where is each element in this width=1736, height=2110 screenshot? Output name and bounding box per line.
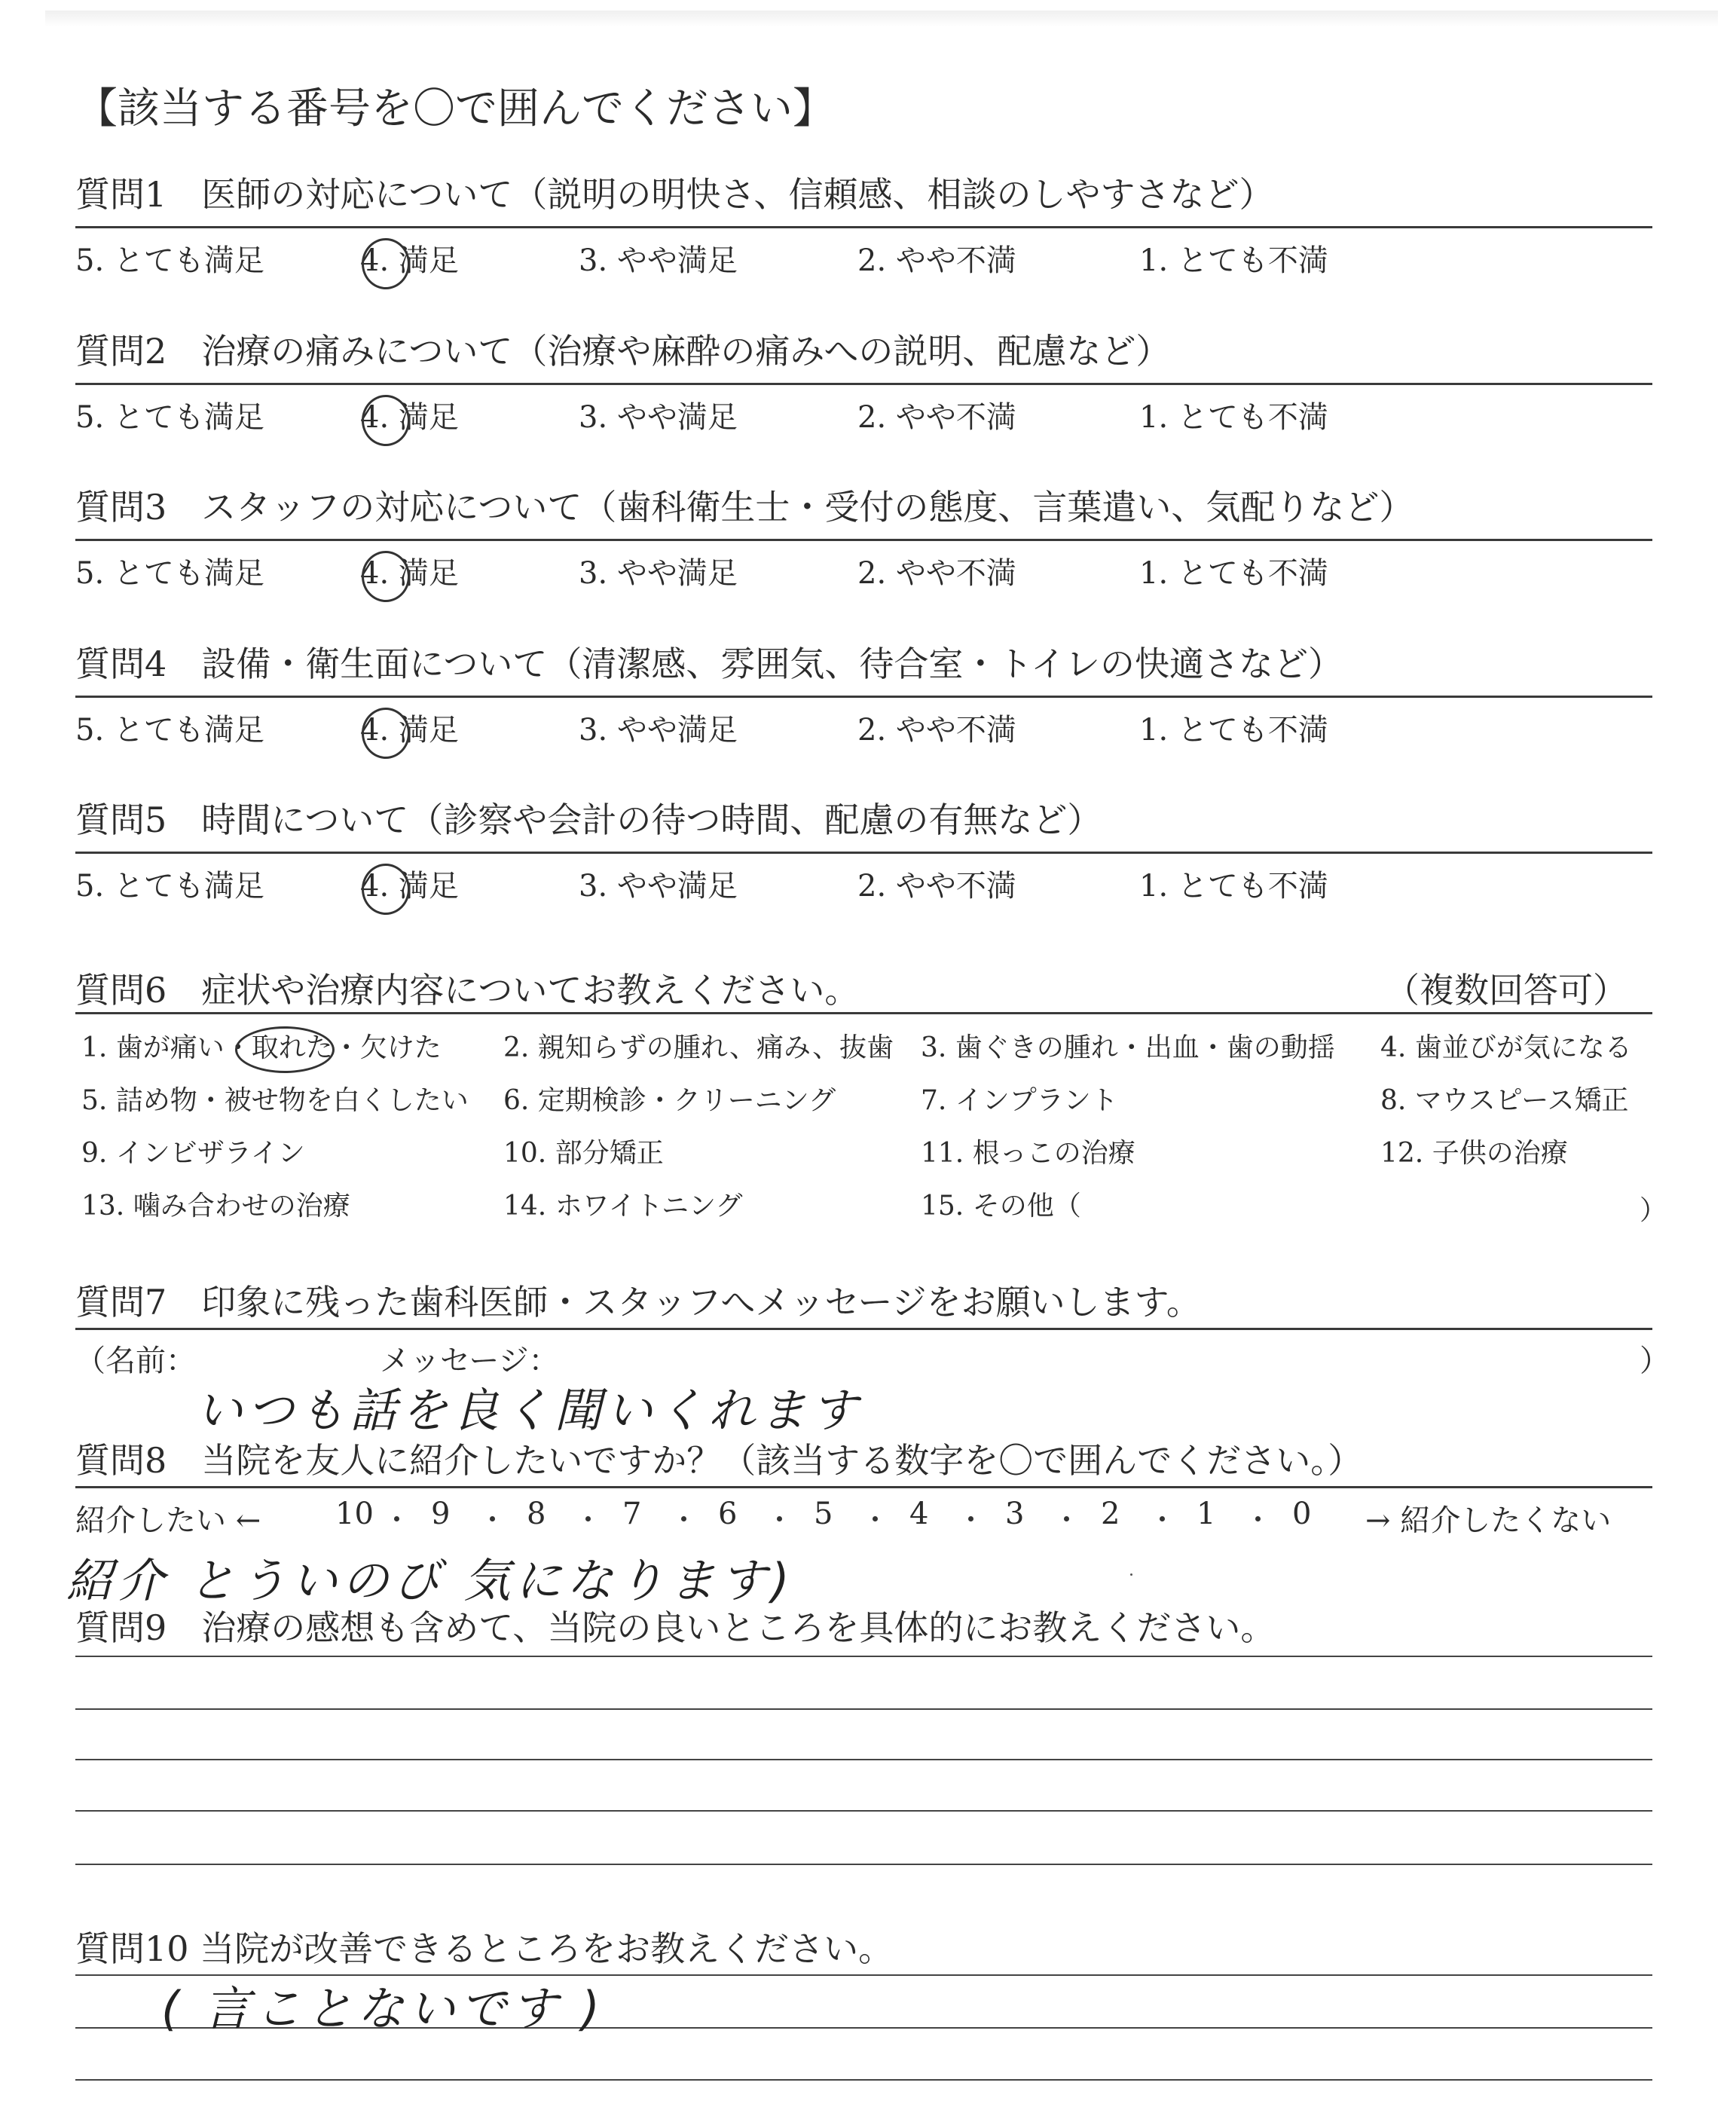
q5-option[interactable]: 3. やや満足 (579, 869, 738, 904)
q4-option[interactable]: 3. やや満足 (579, 713, 738, 748)
q1-option[interactable]: 1. とても不満 (1139, 243, 1328, 278)
q1-selection-circle (362, 238, 410, 289)
q5-option[interactable]: 2. やや不満 (857, 869, 1016, 904)
q7-close-paren: ） (1640, 1344, 1670, 1378)
q2-option[interactable]: 5. とても満足 (75, 400, 264, 435)
q8-scale-number[interactable]: 5 (814, 1497, 833, 1531)
q8-scale-number[interactable]: 3 (1005, 1497, 1025, 1531)
q10-writing-line (75, 2079, 1652, 2081)
q1-option[interactable]: 4. 満足 (360, 243, 459, 278)
q3-option[interactable]: 1. とても不満 (1139, 556, 1328, 591)
q5-rule (75, 852, 1652, 854)
q6-other-close: ） (1640, 1195, 1667, 1226)
q9-writing-line (75, 1708, 1652, 1710)
q2-title: 質問2 治療の痛みについて（治療や麻酔の痛みへの説明、配慮など） (75, 331, 1171, 372)
q4-option[interactable]: 1. とても不満 (1139, 713, 1328, 748)
q6-title: 質問6 症状や治療内容についてお教えください。 (75, 970, 860, 1011)
q6-multiple-note: （複数回答可） (1385, 970, 1628, 1011)
q10-title: 質問10 当院が改善できるところをお教えください。 (75, 1928, 894, 1969)
q2-rule (75, 383, 1652, 385)
q2-option[interactable]: 2. やや不満 (857, 400, 1016, 435)
q8-scale-separator (1160, 1516, 1165, 1521)
q8-scale-number[interactable]: 6 (718, 1497, 738, 1531)
q6-option[interactable]: 4. 歯並びが気になる (1380, 1032, 1632, 1063)
q7-rule (75, 1328, 1652, 1330)
q6-rule (75, 1012, 1652, 1014)
q6-option[interactable]: 10. 部分矯正 (503, 1138, 664, 1169)
q4-title: 質問4 設備・衛生面について（清潔感、雰囲気、待合室・トイレの快適さなど） (75, 644, 1343, 684)
q1-title: 質問1 医師の対応について（説明の明快さ、信頼感、相談のしやすさなど） (75, 174, 1274, 215)
q8-scale-number[interactable]: 0 (1292, 1497, 1312, 1531)
q6-option[interactable]: 15. その他（ (921, 1191, 1081, 1222)
q8-scale-separator (490, 1516, 495, 1521)
q9-writing-line (75, 1759, 1652, 1760)
q2-selection-circle (362, 395, 410, 446)
q4-option[interactable]: 2. やや不満 (857, 713, 1016, 748)
q8-scale-separator (394, 1516, 399, 1521)
q8-title: 質問8 当院を友人に紹介したいですか？（該当する数字を〇で囲んでください。） (75, 1440, 1363, 1481)
q6-option[interactable]: 14. ホワイトニング (503, 1191, 743, 1222)
q8-scale-number[interactable]: 8 (527, 1497, 546, 1531)
q5-option[interactable]: 5. とても満足 (75, 869, 264, 904)
q6-option[interactable]: 12. 子供の治療 (1380, 1138, 1568, 1169)
q6-option[interactable]: 7. インプラント (921, 1085, 1118, 1116)
q6-option[interactable]: 2. 親知らずの腫れ、痛み、抜歯 (503, 1032, 894, 1063)
q2-option[interactable]: 3. やや満足 (579, 400, 738, 435)
q6-option[interactable]: 13. 噛み合わせの治療 (81, 1191, 350, 1222)
q8-scale-number[interactable]: 9 (431, 1497, 451, 1531)
q9-writing-line (75, 1810, 1652, 1812)
q3-option[interactable]: 5. とても満足 (75, 556, 264, 591)
q5-option[interactable]: 4. 満足 (360, 869, 459, 904)
q9-title: 質問9 治療の感想も含めて、当院の良いところを具体的にお教えください。 (75, 1607, 1276, 1648)
q5-selection-circle (362, 864, 410, 915)
q3-rule (75, 539, 1652, 541)
q8-scale-number[interactable]: 7 (622, 1497, 642, 1531)
q7-name-label: （名前： (75, 1344, 196, 1378)
q7-message-label: メッセージ： (380, 1344, 559, 1378)
q8-scale-separator (1064, 1516, 1069, 1521)
scan-speck (1130, 1573, 1132, 1576)
q8-rule (75, 1486, 1652, 1488)
q6-option[interactable]: 6. 定期検診・クリーニング (503, 1085, 836, 1116)
q3-option[interactable]: 3. やや満足 (579, 556, 738, 591)
q3-option[interactable]: 2. やや不満 (857, 556, 1016, 591)
q8-scale-number[interactable]: 1 (1197, 1497, 1216, 1531)
q8-scale-separator (681, 1516, 686, 1521)
q6-option[interactable]: 8. マウスピース矯正 (1380, 1085, 1629, 1116)
q8-scale-separator (777, 1516, 782, 1521)
q8-scale-separator (968, 1516, 973, 1521)
form-header: 【該当する番号を〇で囲んでください】 (75, 84, 835, 133)
q8-scale-separator (873, 1516, 878, 1521)
q6-option[interactable]: 1. 歯が痛い・取れた・欠けた (81, 1032, 442, 1063)
q9-writing-line (75, 1864, 1652, 1865)
q8-scale-number[interactable]: 2 (1101, 1497, 1120, 1531)
q4-selection-circle (362, 708, 410, 759)
q4-rule (75, 696, 1652, 698)
q8-right-label: → 紹介したくない (1365, 1503, 1612, 1538)
q8-scale-number[interactable]: 10 (335, 1497, 374, 1531)
q6-option[interactable]: 3. 歯ぐきの腫れ・出血・歯の動揺 (921, 1032, 1335, 1063)
q8-scale-number[interactable]: 4 (909, 1497, 929, 1531)
q8-scale-separator (585, 1516, 591, 1521)
q6-option[interactable]: 5. 詰め物・被せ物を白くしたい (81, 1085, 469, 1116)
scan-top-edge (45, 11, 1718, 27)
q1-option[interactable]: 3. やや満足 (579, 243, 738, 278)
q3-selection-circle (362, 551, 410, 602)
q4-option[interactable]: 4. 満足 (360, 713, 459, 748)
q4-option[interactable]: 5. とても満足 (75, 713, 264, 748)
q9-writing-line (75, 1656, 1652, 1657)
q5-title: 質問5 時間について（診察や会計の待つ時間、配慮の有無など） (75, 800, 1102, 840)
q6-option[interactable]: 9. インビザライン (81, 1138, 305, 1169)
q2-option[interactable]: 4. 満足 (360, 400, 459, 435)
q2-option[interactable]: 1. とても不満 (1139, 400, 1328, 435)
q1-option[interactable]: 2. やや不満 (857, 243, 1016, 278)
q6-option[interactable]: 11. 根っこの治療 (921, 1138, 1135, 1169)
q3-option[interactable]: 4. 満足 (360, 556, 459, 591)
q7-title: 質問7 印象に残った歯科医師・スタッフへメッセージをお願いします。 (75, 1282, 1201, 1323)
q10-handwritten-answer: ( 言ことないです ) (161, 1981, 604, 2036)
q8-handwritten-note: 紹介 とういのび 気になります) (66, 1553, 794, 1608)
q6-circled-mark (235, 1026, 335, 1073)
q1-rule (75, 226, 1652, 228)
q7-handwritten-message: いつも話を良く聞いくれます (196, 1383, 863, 1438)
q1-option[interactable]: 5. とても満足 (75, 243, 264, 278)
q8-left-label: 紹介したい ← (75, 1503, 261, 1538)
q8-scale-separator (1255, 1516, 1261, 1521)
q5-option[interactable]: 1. とても不満 (1139, 869, 1328, 904)
q3-title: 質問3 スタッフの対応について（歯科衛生士・受付の態度、言葉遣い、気配りなど） (75, 487, 1414, 528)
